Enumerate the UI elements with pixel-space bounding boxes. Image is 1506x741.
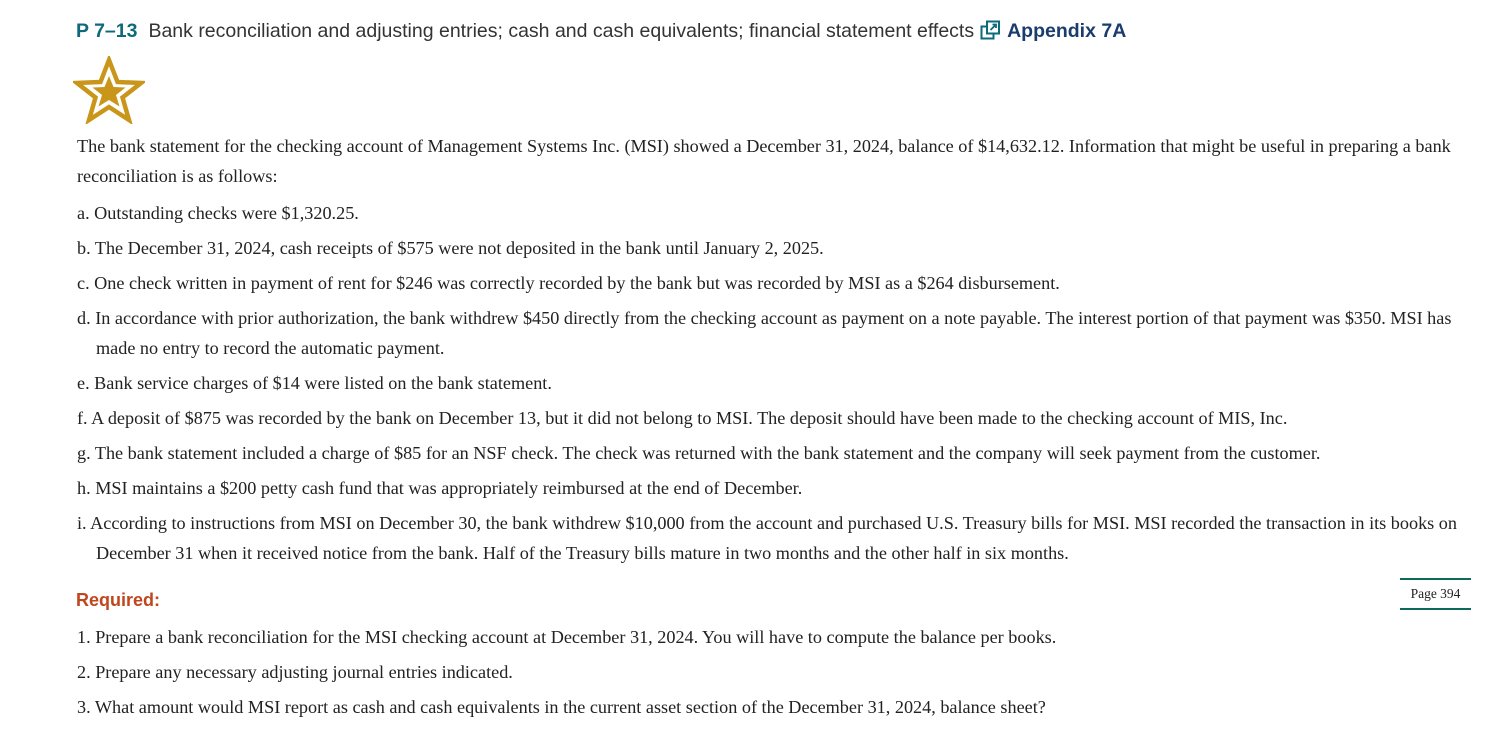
intro-paragraph: The bank statement for the checking account of Management Systems Inc. (MSI) showed a December 31, 2024, balance of $14,632.12. Information that might be useful in preparing a bank reconciliation is as follows: (77, 136, 1451, 186)
page-marker: Page 394 (1400, 578, 1471, 610)
star-icon (73, 56, 145, 124)
required-item-2: 2. Prepare any necessary adjusting journal entries indicated. (77, 662, 513, 682)
required-item-3: 3. What amount would MSI report as cash and cash equivalents in the current asset section of the December 31, 2024, balance sheet? (77, 697, 1046, 717)
problem-heading (76, 19, 1126, 46)
external-link-icon[interactable] (980, 20, 1002, 46)
list-item-i: i. According to instructions from MSI on December 30, the bank withdrew $10,000 from the account and purchased U.S. Treasury bills for MSI. MSI recorded the transaction in its books on December 31 when it received notice from the bank. Half of the Treasury bills mature in two months and the other half in six months. (77, 513, 1457, 563)
list-item-a: a. Outstanding checks were $1,320.25. (77, 203, 359, 223)
appendix-7a-link[interactable]: Appendix 7A (1007, 20, 1127, 42)
list-item-e: e. Bank service charges of $14 were listed on the bank statement. (77, 373, 552, 393)
problem-number: P 7–13 (76, 20, 138, 42)
list-item-g: g. The bank statement included a charge of $85 for an NSF check. The check was returned with the bank statement and the company will seek payment from the customer. (77, 443, 1321, 463)
required-item-1: 1. Prepare a bank reconciliation for the MSI checking account at December 31, 2024. You will have to compute the balance per books. (77, 627, 1057, 647)
list-item-d: d. In accordance with prior authorization, the bank withdrew $450 directly from the checking account as payment on a note payable. The interest portion of that payment was $350. MSI has made no entry to record the automatic payment. (77, 308, 1452, 358)
list-item-c: c. One check written in payment of rent for $246 was correctly recorded by the bank but was recorded by MSI as a $264 disbursement. (77, 273, 1060, 293)
list-item-f: f. A deposit of $875 was recorded by the bank on December 13, but it did not belong to MSI. The deposit should have been made to the checking account of MIS, Inc. (77, 408, 1288, 428)
required-heading: Required: (76, 590, 161, 610)
list-item-h: h. MSI maintains a $200 petty cash fund that was appropriately reimbursed at the end of December. (77, 478, 803, 498)
problem-title: Bank reconciliation and adjusting entries; cash and cash equivalents; financial statement effects (148, 20, 975, 42)
list-item-b: b. The December 31, 2024, cash receipts of $575 were not deposited in the bank until January 2, 2025. (77, 238, 824, 258)
